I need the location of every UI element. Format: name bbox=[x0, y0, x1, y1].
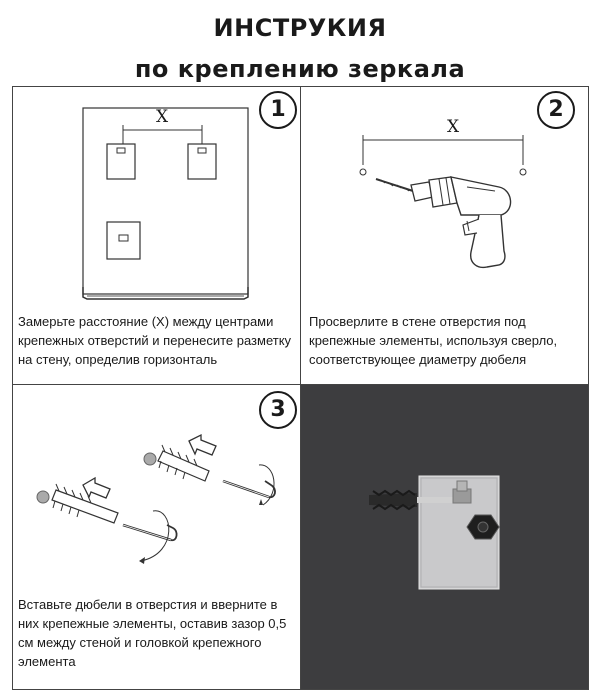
step-1-panel bbox=[13, 87, 301, 385]
step-3-text: Вставьте дюбели в отверстия и вверните в них крепежные элементы, оставив зазор 0,5 см между стеной и головкой крепежного элемента bbox=[18, 597, 287, 669]
step-2-panel bbox=[301, 87, 588, 385]
dimension-x-label: X bbox=[447, 117, 460, 137]
step-number-badge: 3 bbox=[259, 391, 297, 429]
page-title: ИНСТРУКИЯ bbox=[213, 14, 387, 42]
step-2-text: Просверлите в стене отверстия под крепежные элементы, используя сверло, соответствующее диаметру дюбеля bbox=[309, 314, 558, 367]
step-number-badge: 2 bbox=[537, 91, 575, 129]
mounted-bracket-photo bbox=[301, 385, 588, 689]
mounting-photo-panel bbox=[301, 385, 588, 689]
step-1-text: Замерьте расстояние (X) между центрами крепежных отверстий и перенесите разметку на стену, определив горизонталь bbox=[18, 314, 292, 367]
dimension-x-label: X bbox=[156, 107, 169, 127]
instruction-grid bbox=[12, 86, 589, 690]
page-subtitle: по креплению зеркала bbox=[134, 55, 466, 83]
step-3-panel bbox=[13, 385, 301, 689]
step-number-badge: 1 bbox=[259, 91, 297, 129]
